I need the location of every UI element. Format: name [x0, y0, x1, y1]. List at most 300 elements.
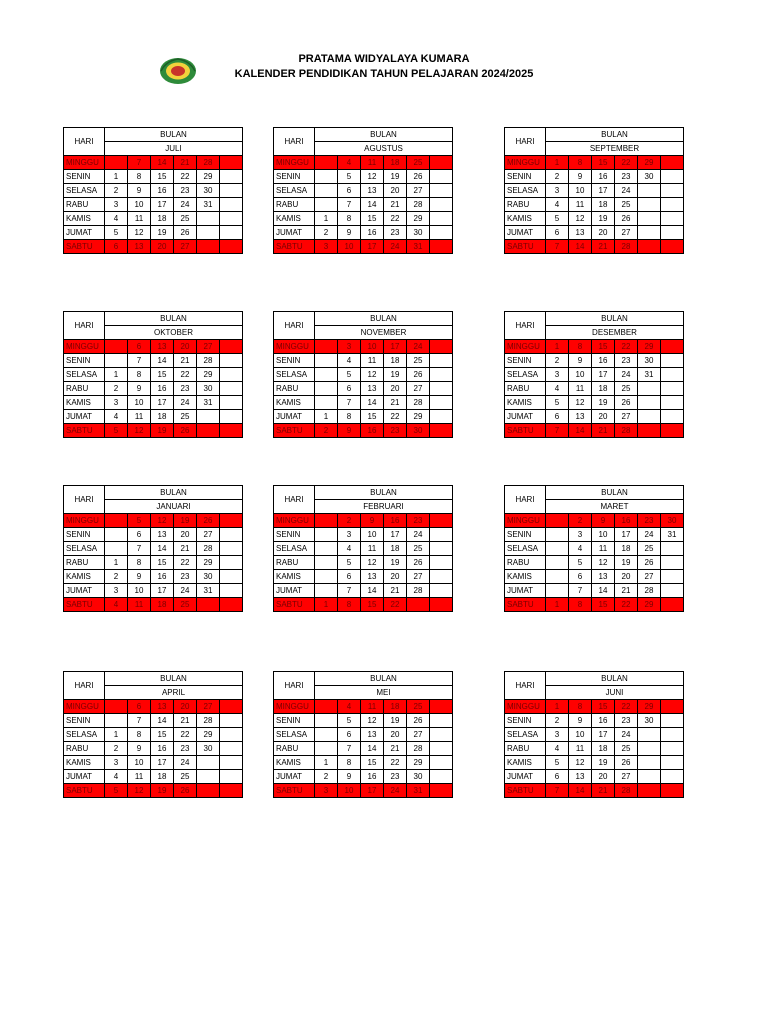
date-cell: 16	[151, 184, 174, 198]
day-name: KAMIS	[505, 570, 546, 584]
date-cell	[220, 424, 243, 438]
date-cell: 6	[546, 226, 569, 240]
date-cell	[315, 584, 338, 598]
date-cell	[315, 742, 338, 756]
date-cell: 30	[197, 382, 220, 396]
date-cell: 9	[338, 770, 361, 784]
date-cell	[197, 212, 220, 226]
month-name: SEPTEMBER	[546, 142, 684, 156]
date-cell: 19	[592, 756, 615, 770]
bulan-header: BULAN	[546, 312, 684, 326]
date-cell: 18	[592, 382, 615, 396]
day-name: KAMIS	[505, 756, 546, 770]
month-calendar-agustus	[273, 127, 453, 254]
date-cell	[220, 556, 243, 570]
date-cell	[105, 354, 128, 368]
date-cell	[105, 542, 128, 556]
date-cell: 29	[197, 368, 220, 382]
day-name: RABU	[505, 198, 546, 212]
date-cell: 25	[638, 542, 661, 556]
day-row	[505, 756, 684, 770]
date-cell: 26	[615, 212, 638, 226]
day-row	[274, 556, 453, 570]
day-row	[274, 396, 453, 410]
date-cell: 22	[174, 368, 197, 382]
date-cell: 11	[128, 410, 151, 424]
date-cell: 3	[315, 784, 338, 798]
date-cell: 2	[105, 570, 128, 584]
date-cell: 25	[407, 354, 430, 368]
day-row	[505, 700, 684, 714]
date-cell: 3	[315, 240, 338, 254]
day-row	[505, 714, 684, 728]
calendar-title: KALENDER PENDIDIKAN TAHUN PELAJARAN 2024/2025	[234, 68, 534, 80]
date-cell	[661, 714, 684, 728]
day-name: JUMAT	[274, 584, 315, 598]
month-name: OKTOBER	[105, 326, 243, 340]
date-cell: 28	[197, 156, 220, 170]
day-name: MINGGU	[505, 340, 546, 354]
date-cell	[315, 156, 338, 170]
day-row	[64, 528, 243, 542]
date-cell	[197, 226, 220, 240]
date-cell	[546, 542, 569, 556]
day-name: SENIN	[505, 354, 546, 368]
date-cell: 19	[151, 424, 174, 438]
day-name: SENIN	[505, 714, 546, 728]
date-cell: 13	[361, 728, 384, 742]
date-cell: 5	[105, 424, 128, 438]
month-name: MEI	[315, 686, 453, 700]
date-cell: 2	[105, 184, 128, 198]
date-cell	[661, 226, 684, 240]
day-row	[274, 240, 453, 254]
day-name: MINGGU	[274, 156, 315, 170]
date-cell: 28	[197, 354, 220, 368]
bulan-header: BULAN	[315, 672, 453, 686]
date-cell: 19	[174, 514, 197, 528]
date-cell: 9	[592, 514, 615, 528]
month-name: JANUARI	[105, 500, 243, 514]
date-cell	[315, 396, 338, 410]
date-cell: 27	[615, 410, 638, 424]
date-cell: 8	[569, 340, 592, 354]
day-name: SABTU	[64, 424, 105, 438]
date-cell: 31	[638, 368, 661, 382]
date-cell: 5	[105, 226, 128, 240]
date-cell: 7	[338, 198, 361, 212]
day-row	[274, 584, 453, 598]
date-cell: 2	[569, 514, 592, 528]
day-row	[64, 542, 243, 556]
date-cell: 29	[638, 598, 661, 612]
date-cell	[430, 542, 453, 556]
month-name: DESEMBER	[546, 326, 684, 340]
day-name: KAMIS	[274, 212, 315, 226]
date-cell: 8	[569, 700, 592, 714]
day-row	[64, 570, 243, 584]
date-cell: 2	[315, 770, 338, 784]
day-row	[64, 556, 243, 570]
date-cell	[661, 424, 684, 438]
date-cell: 26	[407, 556, 430, 570]
day-row	[505, 514, 684, 528]
date-cell	[315, 368, 338, 382]
date-cell: 17	[384, 340, 407, 354]
bulan-header: BULAN	[315, 312, 453, 326]
date-cell: 6	[338, 184, 361, 198]
hari-header: HARI	[64, 128, 105, 156]
date-cell: 12	[569, 212, 592, 226]
date-cell: 27	[174, 240, 197, 254]
bulan-header: BULAN	[546, 672, 684, 686]
day-row	[274, 212, 453, 226]
date-cell	[220, 728, 243, 742]
day-name: SELASA	[64, 368, 105, 382]
date-cell: 6	[546, 770, 569, 784]
date-cell: 1	[315, 410, 338, 424]
day-row	[274, 598, 453, 612]
date-cell	[661, 184, 684, 198]
date-cell: 28	[407, 584, 430, 598]
date-cell	[315, 198, 338, 212]
month-calendar-desember	[504, 311, 684, 438]
day-row	[274, 424, 453, 438]
date-cell: 1	[546, 598, 569, 612]
date-cell	[220, 212, 243, 226]
date-cell: 24	[174, 198, 197, 212]
day-row	[505, 226, 684, 240]
date-cell	[220, 742, 243, 756]
date-cell	[430, 556, 453, 570]
date-cell: 16	[151, 382, 174, 396]
date-cell: 10	[338, 240, 361, 254]
date-cell: 24	[174, 756, 197, 770]
date-cell: 31	[407, 240, 430, 254]
date-cell	[638, 226, 661, 240]
date-cell: 6	[128, 340, 151, 354]
day-row	[505, 382, 684, 396]
date-cell: 22	[384, 598, 407, 612]
hari-header: HARI	[274, 128, 315, 156]
date-cell: 31	[661, 528, 684, 542]
school-name: PRATAMA WIDYALAYA KUMARA	[298, 53, 470, 65]
date-cell	[105, 514, 128, 528]
day-name: MINGGU	[64, 156, 105, 170]
date-cell	[430, 212, 453, 226]
month-calendar-juli	[63, 127, 243, 254]
date-cell: 7	[546, 784, 569, 798]
month-name: FEBRUARI	[315, 500, 453, 514]
day-name: KAMIS	[274, 756, 315, 770]
bulan-header: BULAN	[105, 672, 243, 686]
date-cell: 20	[384, 184, 407, 198]
date-cell: 29	[638, 340, 661, 354]
day-row	[64, 784, 243, 798]
date-cell: 27	[407, 184, 430, 198]
date-cell: 25	[174, 770, 197, 784]
date-cell: 10	[569, 184, 592, 198]
date-cell: 10	[361, 528, 384, 542]
date-cell: 20	[592, 410, 615, 424]
date-cell: 24	[638, 528, 661, 542]
date-cell: 5	[338, 556, 361, 570]
date-cell: 2	[546, 714, 569, 728]
date-cell: 2	[338, 514, 361, 528]
date-cell: 20	[615, 570, 638, 584]
date-cell: 21	[592, 240, 615, 254]
day-name: MINGGU	[505, 514, 546, 528]
date-cell: 19	[384, 714, 407, 728]
date-cell: 24	[174, 584, 197, 598]
date-cell: 15	[151, 368, 174, 382]
day-row	[274, 784, 453, 798]
date-cell	[220, 770, 243, 784]
document-header	[0, 52, 768, 82]
day-row	[274, 728, 453, 742]
date-cell: 8	[338, 410, 361, 424]
bulan-header: BULAN	[105, 486, 243, 500]
date-cell: 5	[128, 514, 151, 528]
date-cell	[638, 212, 661, 226]
date-cell	[220, 382, 243, 396]
date-cell: 5	[546, 396, 569, 410]
date-cell	[546, 514, 569, 528]
day-name: KAMIS	[274, 396, 315, 410]
date-cell: 27	[197, 700, 220, 714]
day-name: RABU	[274, 742, 315, 756]
date-cell: 24	[407, 340, 430, 354]
date-cell: 15	[151, 728, 174, 742]
date-cell: 12	[361, 368, 384, 382]
date-cell: 23	[174, 742, 197, 756]
date-cell: 17	[592, 184, 615, 198]
bulan-header: BULAN	[315, 128, 453, 142]
date-cell	[430, 784, 453, 798]
date-cell: 12	[128, 784, 151, 798]
date-cell	[430, 742, 453, 756]
date-cell: 17	[384, 528, 407, 542]
day-row	[505, 368, 684, 382]
date-cell	[315, 382, 338, 396]
day-name: MINGGU	[64, 514, 105, 528]
date-cell: 22	[174, 728, 197, 742]
day-name: JUMAT	[505, 410, 546, 424]
day-row	[64, 396, 243, 410]
date-cell: 23	[174, 184, 197, 198]
day-name: SENIN	[274, 714, 315, 728]
date-cell: 10	[128, 584, 151, 598]
date-cell: 15	[361, 410, 384, 424]
day-name: SENIN	[64, 528, 105, 542]
date-cell: 4	[105, 770, 128, 784]
date-cell: 16	[361, 424, 384, 438]
date-cell	[407, 598, 430, 612]
date-cell: 27	[638, 570, 661, 584]
hari-header: HARI	[274, 312, 315, 340]
date-cell: 19	[592, 212, 615, 226]
month-calendar-november	[273, 311, 453, 438]
date-cell	[315, 184, 338, 198]
date-cell: 10	[128, 756, 151, 770]
date-cell	[430, 424, 453, 438]
day-name: MINGGU	[274, 700, 315, 714]
day-row	[274, 382, 453, 396]
date-cell: 8	[128, 170, 151, 184]
date-cell: 9	[128, 742, 151, 756]
date-cell: 19	[151, 226, 174, 240]
day-name: JUMAT	[505, 770, 546, 784]
date-cell	[105, 528, 128, 542]
date-cell: 23	[615, 714, 638, 728]
day-name: SABTU	[64, 240, 105, 254]
date-cell: 22	[384, 410, 407, 424]
hari-header: HARI	[505, 672, 546, 700]
date-cell: 8	[338, 212, 361, 226]
day-row	[505, 584, 684, 598]
month-calendar-januari	[63, 485, 243, 612]
day-row	[64, 410, 243, 424]
day-name: RABU	[505, 742, 546, 756]
date-cell	[430, 714, 453, 728]
date-cell	[315, 570, 338, 584]
date-cell: 21	[592, 424, 615, 438]
day-name: SENIN	[274, 170, 315, 184]
day-name: SELASA	[64, 542, 105, 556]
date-cell: 1	[315, 756, 338, 770]
date-cell: 9	[128, 382, 151, 396]
date-cell: 14	[569, 240, 592, 254]
month-calendar-juni	[504, 671, 684, 798]
date-cell	[661, 784, 684, 798]
date-cell: 3	[338, 340, 361, 354]
day-name: SENIN	[64, 170, 105, 184]
day-row	[64, 584, 243, 598]
date-cell	[546, 584, 569, 598]
date-cell	[315, 714, 338, 728]
hari-header: HARI	[64, 672, 105, 700]
month-name: MARET	[546, 500, 684, 514]
date-cell	[105, 156, 128, 170]
day-name: KAMIS	[505, 212, 546, 226]
date-cell	[661, 756, 684, 770]
date-cell: 20	[174, 700, 197, 714]
date-cell	[661, 584, 684, 598]
date-cell: 18	[592, 198, 615, 212]
date-cell	[661, 170, 684, 184]
date-cell: 30	[638, 170, 661, 184]
day-row	[505, 156, 684, 170]
day-name: JUMAT	[64, 584, 105, 598]
day-row	[505, 784, 684, 798]
date-cell: 22	[384, 756, 407, 770]
date-cell: 3	[569, 528, 592, 542]
date-cell	[661, 598, 684, 612]
date-cell: 25	[615, 198, 638, 212]
day-row	[505, 170, 684, 184]
date-cell: 14	[151, 714, 174, 728]
day-row	[274, 770, 453, 784]
date-cell	[315, 514, 338, 528]
date-cell: 10	[128, 396, 151, 410]
day-name: MINGGU	[274, 514, 315, 528]
date-cell: 28	[615, 424, 638, 438]
day-name: MINGGU	[505, 700, 546, 714]
day-name: RABU	[64, 198, 105, 212]
date-cell: 29	[638, 700, 661, 714]
date-cell: 31	[197, 584, 220, 598]
date-cell: 28	[197, 714, 220, 728]
date-cell	[430, 728, 453, 742]
day-name: JUMAT	[274, 770, 315, 784]
hari-header: HARI	[505, 312, 546, 340]
day-name: SELASA	[274, 368, 315, 382]
date-cell: 23	[174, 382, 197, 396]
date-cell	[638, 770, 661, 784]
day-name: MINGGU	[505, 156, 546, 170]
day-row	[64, 728, 243, 742]
day-row	[64, 700, 243, 714]
date-cell: 1	[105, 556, 128, 570]
date-cell: 2	[546, 354, 569, 368]
date-cell: 10	[569, 728, 592, 742]
date-cell: 18	[592, 742, 615, 756]
date-cell	[197, 770, 220, 784]
date-cell	[546, 570, 569, 584]
date-cell: 31	[197, 396, 220, 410]
date-cell: 4	[546, 382, 569, 396]
date-cell: 19	[384, 556, 407, 570]
date-cell: 22	[615, 156, 638, 170]
date-cell: 26	[407, 368, 430, 382]
date-cell: 28	[615, 784, 638, 798]
date-cell: 7	[338, 584, 361, 598]
month-calendar-april	[63, 671, 243, 798]
month-calendar-maret	[504, 485, 684, 612]
date-cell: 2	[105, 742, 128, 756]
date-cell: 20	[151, 240, 174, 254]
date-cell: 7	[128, 714, 151, 728]
date-cell	[430, 156, 453, 170]
date-cell: 15	[151, 556, 174, 570]
day-row	[505, 410, 684, 424]
bulan-header: BULAN	[546, 486, 684, 500]
day-row	[64, 742, 243, 756]
month-calendar-mei	[273, 671, 453, 798]
date-cell: 29	[407, 756, 430, 770]
day-name: RABU	[274, 556, 315, 570]
day-name: KAMIS	[274, 570, 315, 584]
date-cell	[220, 570, 243, 584]
hari-header: HARI	[64, 486, 105, 514]
day-name: KAMIS	[64, 212, 105, 226]
date-cell	[661, 198, 684, 212]
day-name: SELASA	[505, 184, 546, 198]
school-logo-icon	[158, 56, 198, 86]
date-cell	[197, 240, 220, 254]
date-cell: 22	[615, 340, 638, 354]
day-row	[274, 742, 453, 756]
date-cell	[638, 382, 661, 396]
date-cell: 5	[546, 212, 569, 226]
date-cell: 7	[128, 354, 151, 368]
date-cell: 17	[151, 756, 174, 770]
day-name: RABU	[64, 556, 105, 570]
date-cell	[661, 368, 684, 382]
date-cell	[661, 410, 684, 424]
date-cell	[638, 424, 661, 438]
date-cell: 16	[592, 170, 615, 184]
